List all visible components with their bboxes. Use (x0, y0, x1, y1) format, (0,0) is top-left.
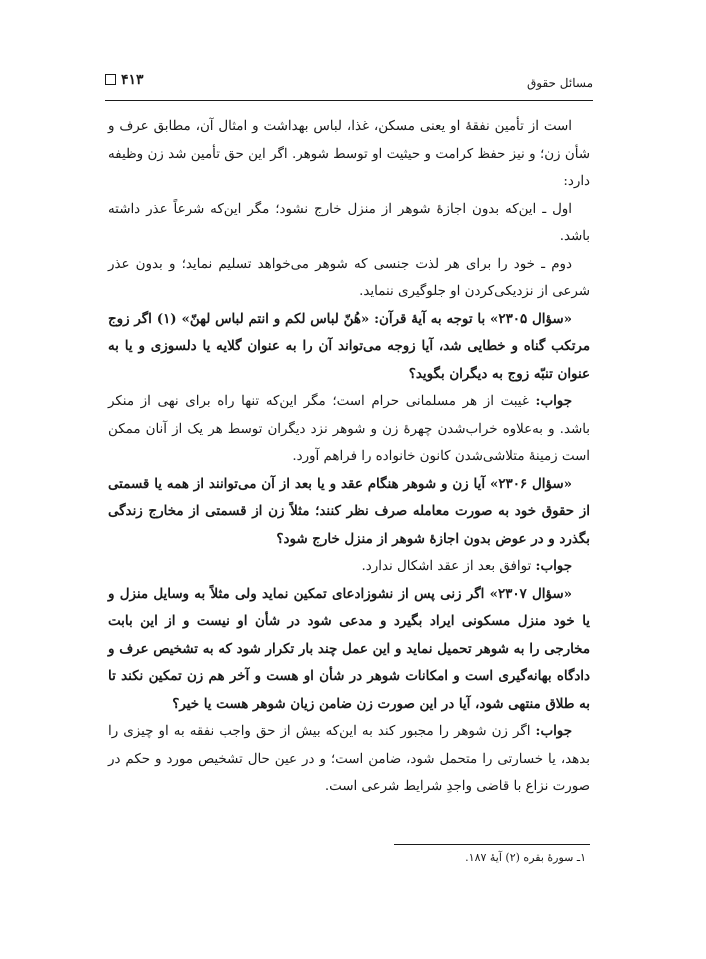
footnote: ۱ـ سورهٔ بقره (۲) آیهٔ ۱۸۷. (465, 851, 586, 864)
square-icon (105, 74, 116, 85)
footnote-divider (394, 844, 590, 845)
question-paragraph (108, 306, 590, 389)
answer-text: توافق بعد از عقد اشکال ندارد. (361, 559, 536, 574)
answer-paragraph (108, 388, 590, 471)
paragraph-text: اول ـ این‌که بدون اجازهٔ شوهر از منزل خارج نشود؛ مگر این‌که شرعاً عذر داشته باشد. (108, 201, 590, 244)
running-header (105, 66, 593, 96)
question-paragraph (108, 581, 590, 719)
paragraph (108, 251, 590, 306)
paragraph (108, 113, 590, 196)
page-body (108, 113, 590, 801)
page-number (105, 72, 144, 88)
paragraph (108, 196, 590, 251)
answer-text: اگر زن شوهر را مجبور کند به این‌که بیش از حق واجب نفقه به او چیزی را بدهد، یا خسارتی را متحمل شود، ضامن است؛ و در عین حال تشخیص مورد و حکم در صورت نزاع با قاضی واجدِ شرایط شرعی است. (108, 724, 590, 794)
answer-text: غیبت از هر مسلمانی حرام است؛ مگر این‌که تنها راه برای نهی از منکر باشد. و به‌علاوه خراب‌شدن چهرهٔ زن و شوهر نزد دیگران توسط هر یک از آنان ممکن است زمینهٔ متلاشی‌شدن کانون خانواده را فراهم آورد. (108, 394, 590, 464)
answer-label: جواب: (535, 723, 572, 739)
question-paragraph (108, 471, 590, 554)
answer-paragraph (108, 553, 590, 581)
running-title: مسائل حقوق (526, 76, 593, 90)
question-text: «سؤال ۲۳۰۵» با توجه به آیهٔ قرآن: «هُنّ لباس لکم و انتم لباس لهنّ» (۱) اگر زوج مرتکب گناه و خطایی شد، آیا زوجه می‌تواند آن را به عنوان گلایه یا دلسوزی و یا به عنوان تنبّه زوج به دیگران بگوید؟ (108, 310, 590, 382)
paragraph-text: دوم ـ خود را برای هر لذت جنسی که شوهر می‌خواهد تسلیم نماید؛ و بدون عذر شرعی از نزدیکی‌کردن او جلوگیری ننماید. (108, 256, 590, 299)
answer-paragraph (108, 718, 590, 801)
paragraph-text: است از تأمین نفقهٔ او یعنی مسکن، غذا، لباس بهداشت و امثال آن، مطابق عرف و شأن زن؛ و نیز حفظ کرامت و حیثیت او توسط شوهر. اگر این حق تأمین شد زن وظیفه دارد: (108, 119, 590, 189)
page-number-text: ۴۱۳ (121, 72, 144, 88)
header-divider (105, 100, 593, 101)
question-text: «سؤال ۲۳۰۷» اگر زنی پس از نشوزادعای تمکین نماید ولی مثلاً به وسایل منزل و یا خود منزل مسکونی ایراد بگیرد و مدعی شود در شأن او نیست و از این بابت مخارجی را به شوهر تحمیل نماید و این عمل چند بار تکرار شود که به تشخیص عرف و دادگاه بهانه‌گیری است و امکانات شوهر در شأن او هست و آخر هم زن تمکین نکند تا به طلاق منتهی شود، آیا در این صورت زن ضامن زیان شوهر هست یا خیر؟ (108, 585, 590, 712)
answer-label: جواب: (535, 393, 572, 409)
answer-label: جواب: (535, 558, 572, 574)
question-text: «سؤال ۲۳۰۶» آیا زن و شوهر هنگام عقد و یا بعد از آن می‌توانند از همه یا قسمتی از حقوق خود به صورت معامله صرف نظر کنند؛ مثلاً زن از قسمتی از مخارج زندگی بگذرد و در عوض بدون اجازهٔ شوهر از منزل خارج شود؟ (108, 475, 590, 547)
